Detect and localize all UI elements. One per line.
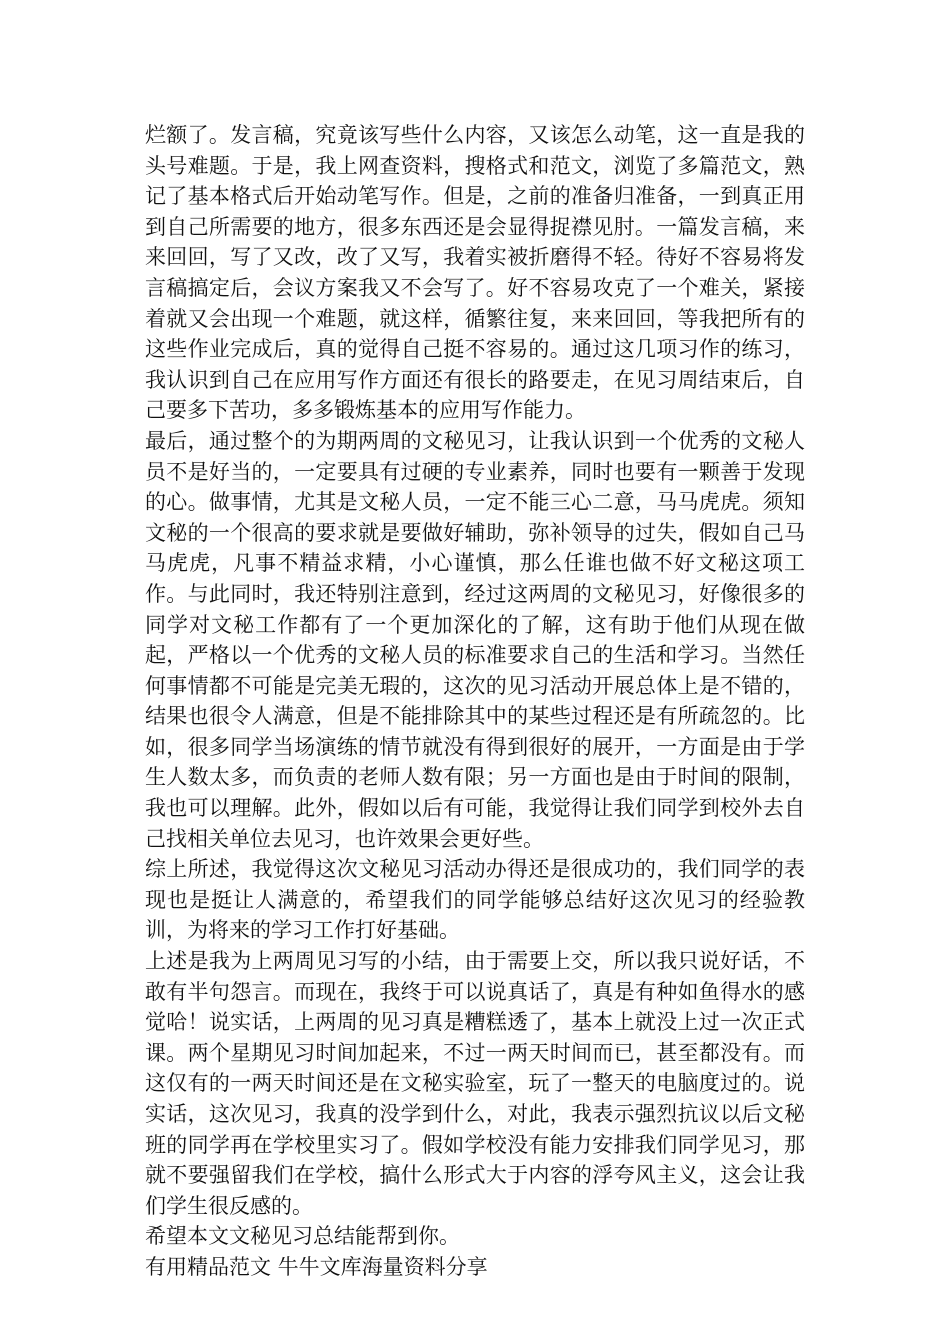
paragraph-conclusion: 最后，通过整个的为期两周的文秘见习，让我认识到一个优秀的文秘人员不是好当的，一定要具有过硬的专业素养，同时也要有一颗善于发现的心。做事情，尤其是文秘人员，一定不能三心二意，马马虎虎。须知文秘的一个很高的要求就是要做好辅助，弥补领导的过失，假如自己马马虎虎，凡事不精益求精，小心谨慎，那么任谁也做不好文秘这项工作。与此同时，我还特别注意到，经过这两周的文秘见习，好像很多的同学对文秘工作都有了一个更加深化的了解，这有助于他们从现在做起，严格以一个优秀的文秘人员的标准要求自己的生活和学习。当然任何事情都不可能是完美无瑕的，这次的见习活动开展总体上是不错的，结果也很令人满意，但是不能排除其中的某些过程还是有所疏忽的。比如，很多同学当场演练的情节就没有得到很好的展开，一方面是由于学生人数太多，而负责的老师人数有限；另一方面也是由于时间的限制，我也可以理解。此外，假如以后有可能，我觉得让我们同学到校外去自己找相关单位去见习，也许效果会更好些。 — [145, 428, 805, 851]
document-body — [145, 120, 805, 1283]
paragraph-summary: 综上所述，我觉得这次文秘见习活动办得还是很成功的，我们同学的表现也是挺让人满意的，希望我们的同学能够总结好这次见习的经验教训，为将来的学习工作打好基础。 — [145, 857, 805, 943]
paragraph-honest-remarks: 上述是我为上两周见习写的小结，由于需要上交，所以我只说好话，不敢有半句怨言。而现在，我终于可以说真话了，真是有种如鱼得水的感觉哈！说实话，上两周的见习真是糟糕透了，基本上就没上过一次正式课。两个星期见习时间加起来，不过一两天时间而已，甚至都没有。而这仅有的一两天时间还是在文秘实验室，玩了一整天的电脑度过的。说实话，这次见习，我真的没学到什么，对此，我表示强烈抗议以后文秘班的同学再在学校里实习了。假如学校没有能力安排我们同学见习，那就不要强留我们在学校，搞什么形式大于内容的浮夸风主义，这会让我们学生很反感的。 — [145, 949, 805, 1218]
paragraph-struggle: 烂额了。发言稿，究竟该写些什么内容，又该怎么动笔，这一直是我的头号难题。于是，我上网查资料，搜格式和范文，浏览了多篇范文，熟记了基本格式后开始动笔写作。但是，之前的准备归准备，一到真正用到自己所需要的地方，很多东西还是会显得捉襟见肘。一篇发言稿，来来回回，写了又改，改了又写，我着实被折磨得不轻。待好不容易将发言稿搞定后，会议方案我又不会写了。好不容易攻克了一个难关，紧接着就又会出现一个难题，就这样，循繁往复，来来回回，等我把所有的这些作业完成后，真的觉得自己挺不容易的。通过这几项习作的练习，我认识到自己在应用写作方面还有很长的路要走，在见习周结束后，自己要多下苦功，多多锻炼基本的应用写作能力。 — [145, 123, 805, 423]
paragraph-footer-note: 有用精品范文 牛牛文库海量资料分享 — [145, 1254, 488, 1279]
paragraph-closing: 希望本文文秘见习总结能帮到你。 — [145, 1224, 460, 1249]
